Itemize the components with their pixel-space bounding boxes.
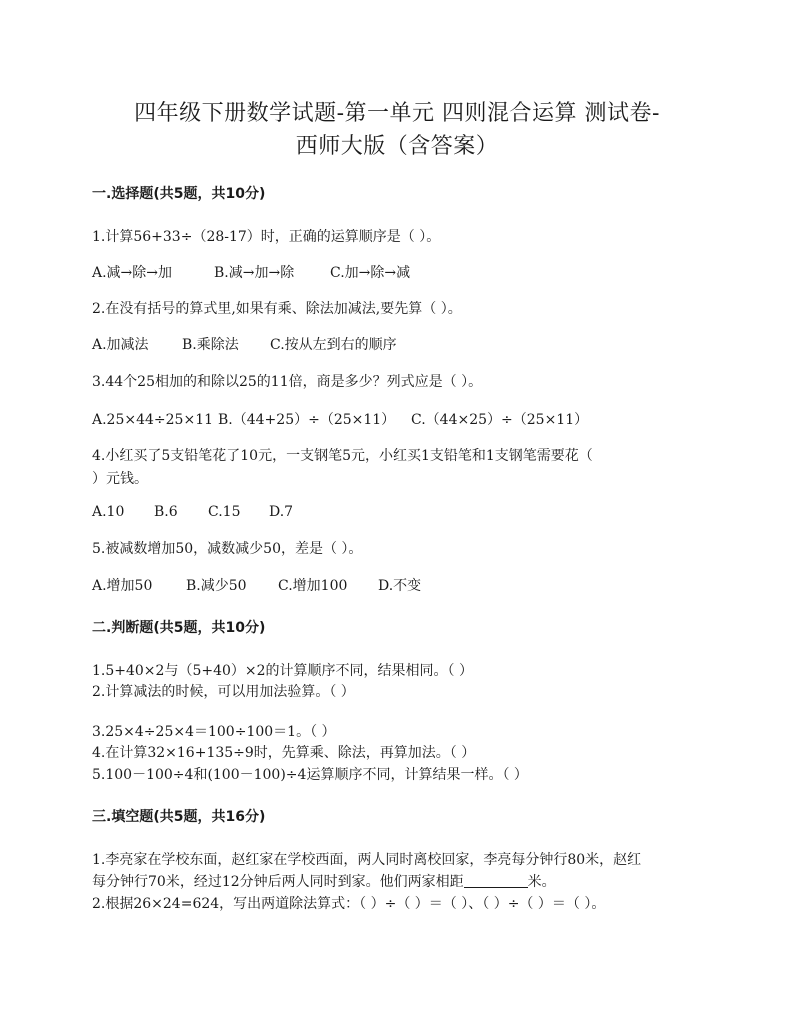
document-title-line2: 西师大版（含答案） (295, 134, 499, 159)
option-c: C.增加100 (278, 578, 348, 594)
question-1-1: 1.计算56+33÷（28-17）时，正确的运算顺序是（ ）。 (92, 229, 441, 245)
section3-heading: 三.填空题(共5题，共16分) (92, 809, 266, 825)
section1-heading: 一.选择题(共5题，共10分) (92, 186, 266, 202)
option-a: A.减→除→加 (92, 265, 173, 281)
option-c: C.15 (208, 504, 241, 520)
option-a: A.25×44÷25×11 (92, 412, 214, 428)
fill-item-1-line1: 1.李亮家在学校东面，赵红家在学校西面，两人同时离校回家，李亮每分钟行80米，赵红 (92, 852, 642, 868)
fill-item-1-line2 (92, 871, 712, 891)
question-1-2: 2.在没有括号的算式里,如果有乘、除法加减法,要先算（ ）。 (92, 301, 462, 317)
answer-blank[interactable] (464, 873, 528, 888)
question-1-5: 5.被减数增加50，减数减少50，差是（ ）。 (92, 541, 363, 557)
judge-item-2: 2.计算减法的时候，可以用加法验算。（ ） (92, 684, 355, 700)
fill-item-1-unit: 米。 (527, 874, 556, 890)
question-1-1-options (92, 262, 712, 282)
option-a: A.增加50 (92, 578, 153, 594)
fill-item-2: 2.根据26×24=624，写出两道除法算式：（ ）÷（ ）＝（ ）、（ ）÷（ ）＝（ ）。 (92, 896, 606, 912)
option-b: B.6 (154, 504, 178, 520)
option-b: B.乘除法 (182, 337, 239, 353)
option-a: A.加减法 (92, 337, 149, 353)
judge-item-5: 5.100－100÷4和(100－100)÷4运算顺序不同，计算结果一样。（ ） (92, 767, 528, 783)
judge-item-4: 4.在计算32×16+135÷9时，先算乘、除法，再算加法。（ ） (92, 745, 476, 761)
option-b: B.减→加→除 (214, 265, 295, 281)
option-d: D.不变 (378, 578, 422, 594)
question-1-4-cont: ）元钱。 (92, 471, 148, 487)
question-1-5-options (92, 575, 712, 595)
question-1-4: 4.小红买了5支铅笔花了10元，一支钢笔5元，小红买1支铅笔和1支钢笔需要花（ (92, 448, 593, 464)
fill-item-1-text: 每分钟行70米，经过12分钟后两人同时到家。他们两家相距 (92, 874, 464, 890)
option-c: C.（44×25）÷（25×11） (411, 412, 589, 428)
option-b: B.减少50 (186, 578, 247, 594)
section2-heading: 二.判断题(共5题，共10分) (92, 620, 266, 636)
option-a: A.10 (92, 504, 125, 520)
judge-item-1: 1.5+40×2与（5+40）×2的计算顺序不同，结果相同。（ ） (92, 663, 473, 679)
document-title-line1: 四年级下册数学试题-第一单元 四则混合运算 测试卷- (134, 101, 660, 126)
judge-item-3: 3.25×4÷25×4＝100÷100＝1。（ ） (92, 724, 336, 740)
option-d: D.7 (269, 504, 294, 520)
option-b: B.（44+25）÷（25×11） (218, 412, 396, 428)
question-1-4-options (92, 504, 712, 520)
question-1-3: 3.44个25相加的和除以25的11倍，商是多少？列式应是（ ）。 (92, 374, 483, 390)
question-1-3-options (92, 409, 712, 429)
option-c: C.加→除→减 (330, 265, 411, 281)
option-c: C.按从左到右的顺序 (270, 337, 397, 353)
question-1-2-options (92, 334, 712, 354)
